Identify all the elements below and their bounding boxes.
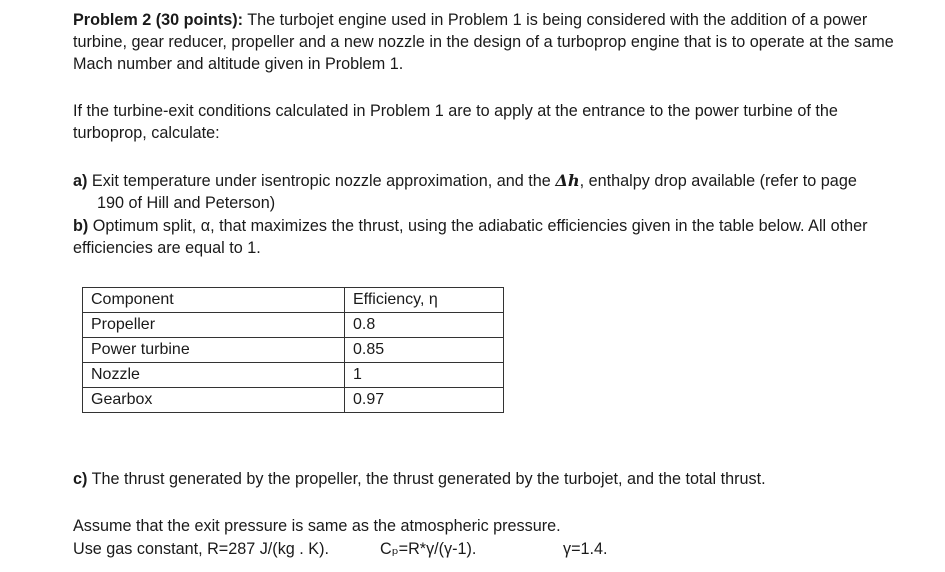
table-cell: 1: [345, 363, 504, 388]
problem-heading: Problem 2 (30 points):: [73, 11, 243, 29]
part-c: [73, 468, 908, 490]
part-c-label: c): [73, 470, 88, 488]
gamma-value: γ=1.4.: [563, 540, 608, 558]
problem-setup: If the turbine-exit conditions calculated in Problem 1 are to apply at the entrance to the power turbine of the turboprop, calculate:: [73, 102, 838, 142]
table-cell: Power turbine: [83, 338, 345, 363]
table-header: Efficiency, η: [345, 288, 504, 313]
part-c-text: The thrust generated by the propeller, the thrust generated by the turbojet, and the total thrust.: [87, 470, 766, 488]
efficiency-table: [82, 287, 504, 413]
part-a: [73, 170, 908, 214]
table-header-row: [83, 288, 504, 313]
part-a-text-2: , enthalpy drop available (refer to page: [579, 172, 857, 190]
gas-constant-text: Use gas constant, R=287 J/(kg . K).: [73, 540, 329, 558]
problem-intro: [73, 9, 908, 75]
table-cell: Gearbox: [83, 388, 345, 413]
table-row: [83, 338, 504, 363]
table-cell: 0.85: [345, 338, 504, 363]
table-cell: Propeller: [83, 313, 345, 338]
part-a-text-3: 190 of Hill and Peterson): [97, 194, 276, 212]
gas-constants: [73, 538, 933, 560]
part-a-label: a): [73, 172, 88, 190]
delta-h-symbol: Δh: [555, 171, 580, 190]
cp-formula: Cₚ=R*γ/(γ-1).: [380, 540, 477, 558]
assumption-text: Assume that the exit pressure is same as the atmospheric pressure.: [73, 517, 561, 535]
table-cell: Nozzle: [83, 363, 345, 388]
table-row: [83, 313, 504, 338]
part-b-text: Optimum split, α, that maximizes the thrust, using the adiabatic efficiencies given in the table below. All other efficiencies are equal to 1.: [73, 217, 868, 257]
table-header: Component: [83, 288, 345, 313]
part-b: [73, 215, 908, 259]
part-b-label: b): [73, 217, 89, 235]
table-cell: 0.97: [345, 388, 504, 413]
table-cell: 0.8: [345, 313, 504, 338]
table-row: [83, 388, 504, 413]
part-a-text: Exit temperature under isentropic nozzle approximation, and the: [87, 172, 556, 190]
table-row: [83, 363, 504, 388]
problem-intro-text: The turbojet engine used in Problem 1 is being considered with the addition of a power turbine, gear reducer, propeller and a new nozzle in the design of a turboprop engine that is to operate at the same Mach number and altitude given in Problem 1.: [73, 11, 894, 73]
